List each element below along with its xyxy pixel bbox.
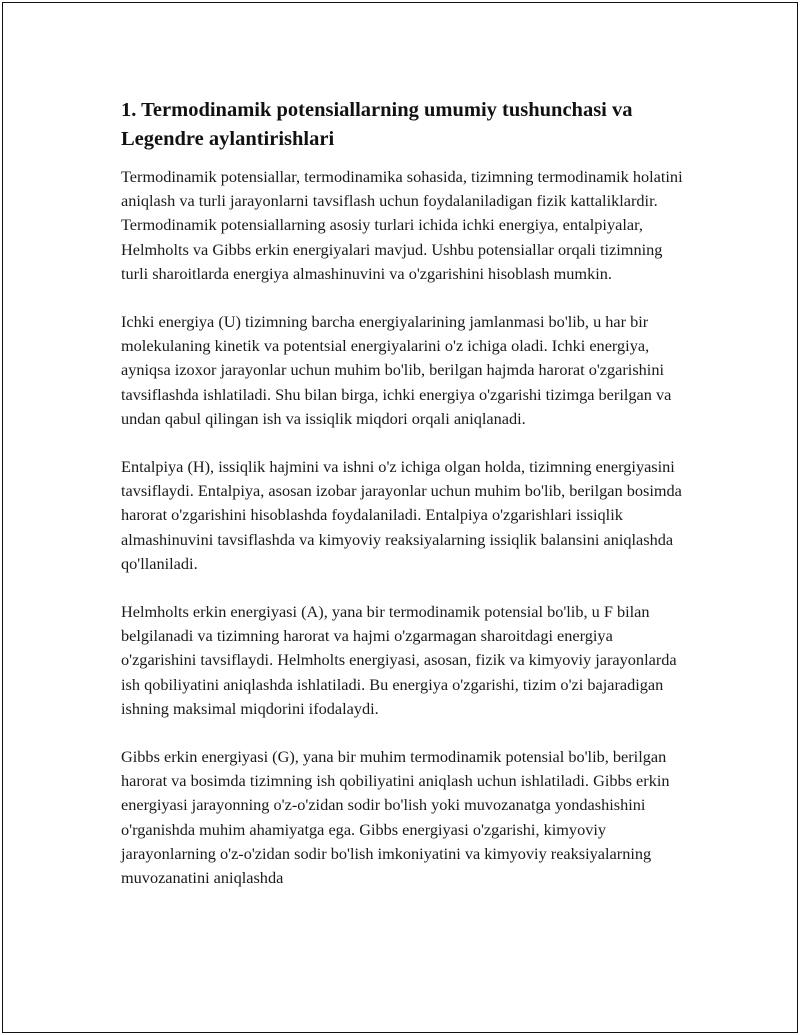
paragraph-enthalpy: Entalpiya (H), issiqlik hajmini va ishni o'z ichiga olgan holda, tizimning energiyasini tavsiflaydi. Entalpiya, asosan izobar jarayonlar uchun muhim bo'lib, berilgan bosimda harorat o'zgarishini hisoblashda foydalaniladi. Entalpiya o'zgarishlari issiqlik almashinuvini tavsiflashda va kimyoviy reaksiyalarning issiqlik balansini aniqlashda qo'llaniladi. (121, 457, 682, 573)
paragraph-helmholtz: Helmholts erkin energiyasi (A), yana bir termodinamik potensial bo'lib, u F bilan belgilanadi va tizimning harorat va hajmi o'zgarmagan sharoitdagi energiya o'zgarishini tavsiflaydi. Helmholts energiyasi, asosan, fizik va kimyoviy jarayonlarda ish qobiliyatini aniqlashda ishlatiladi. Bu energiya o'zgarishi, tizim o'zi bajaradigan ishning maksimal miqdorini ifodalaydi. (121, 602, 677, 718)
paragraph-intro: Termodinamik potensiallar, termodinamika sohasida, tizimning termodinamik holatini aniqlash va turli jarayonlarni tavsiflash uchun foydalaniladigan fizik kattaliklardir. Termodinamik potensiallarning asosiy turlari ichida ichki energiya, entalpiyalar, Helmholts va Gibbs erkin energiyalari mavjud. Ushbu potensiallar orqali tizimning turli sharoitlarda energiya almashinuvini va o'zgarishini hisoblash mumkin. (121, 167, 683, 283)
document-body (121, 96, 691, 890)
paragraph-gibbs: Gibbs erkin energiyasi (G), yana bir muhim termodinamik potensial bo'lib, berilgan harorat va bosimda tizimning ish qobiliyatini aniqlash uchun ishlatiladi. Gibbs erkin energiyasi jarayonning o'z-o'zidan sodir bo'lish yoki muvozanatga yondashishini o'rganishda muhim ahamiyatga ega. Gibbs energiyasi o'zgarishi, kimyoviy jarayonlarning o'z-o'zidan sodir bo'lish imkoniyatini va kimyoviy reaksiyalarning muvozanatini aniqlashda (121, 747, 670, 888)
paragraph-internal-energy: Ichki energiya (U) tizimning barcha energiyalarining jamlanmasi bo'lib, u har bir molekulaning kinetik va potentsial energiyalarini o'z ichiga oladi. Ichki energiya, ayniqsa izoxor jarayonlar uchun muhim bo'lib, berilgan hajmda harorat o'zgarishini tavsiflashda ishlatiladi. Shu bilan birga, ichki energiya o'zgarishi tizimga berilgan va undan qabul qilingan ish va issiqlik miqdori orqali aniqlanadi. (121, 312, 672, 428)
section-heading: 1. Termodinamik potensiallarning umumiy tushunchasi va Legendre aylantirishlari (121, 99, 633, 150)
page-frame (2, 2, 798, 1033)
